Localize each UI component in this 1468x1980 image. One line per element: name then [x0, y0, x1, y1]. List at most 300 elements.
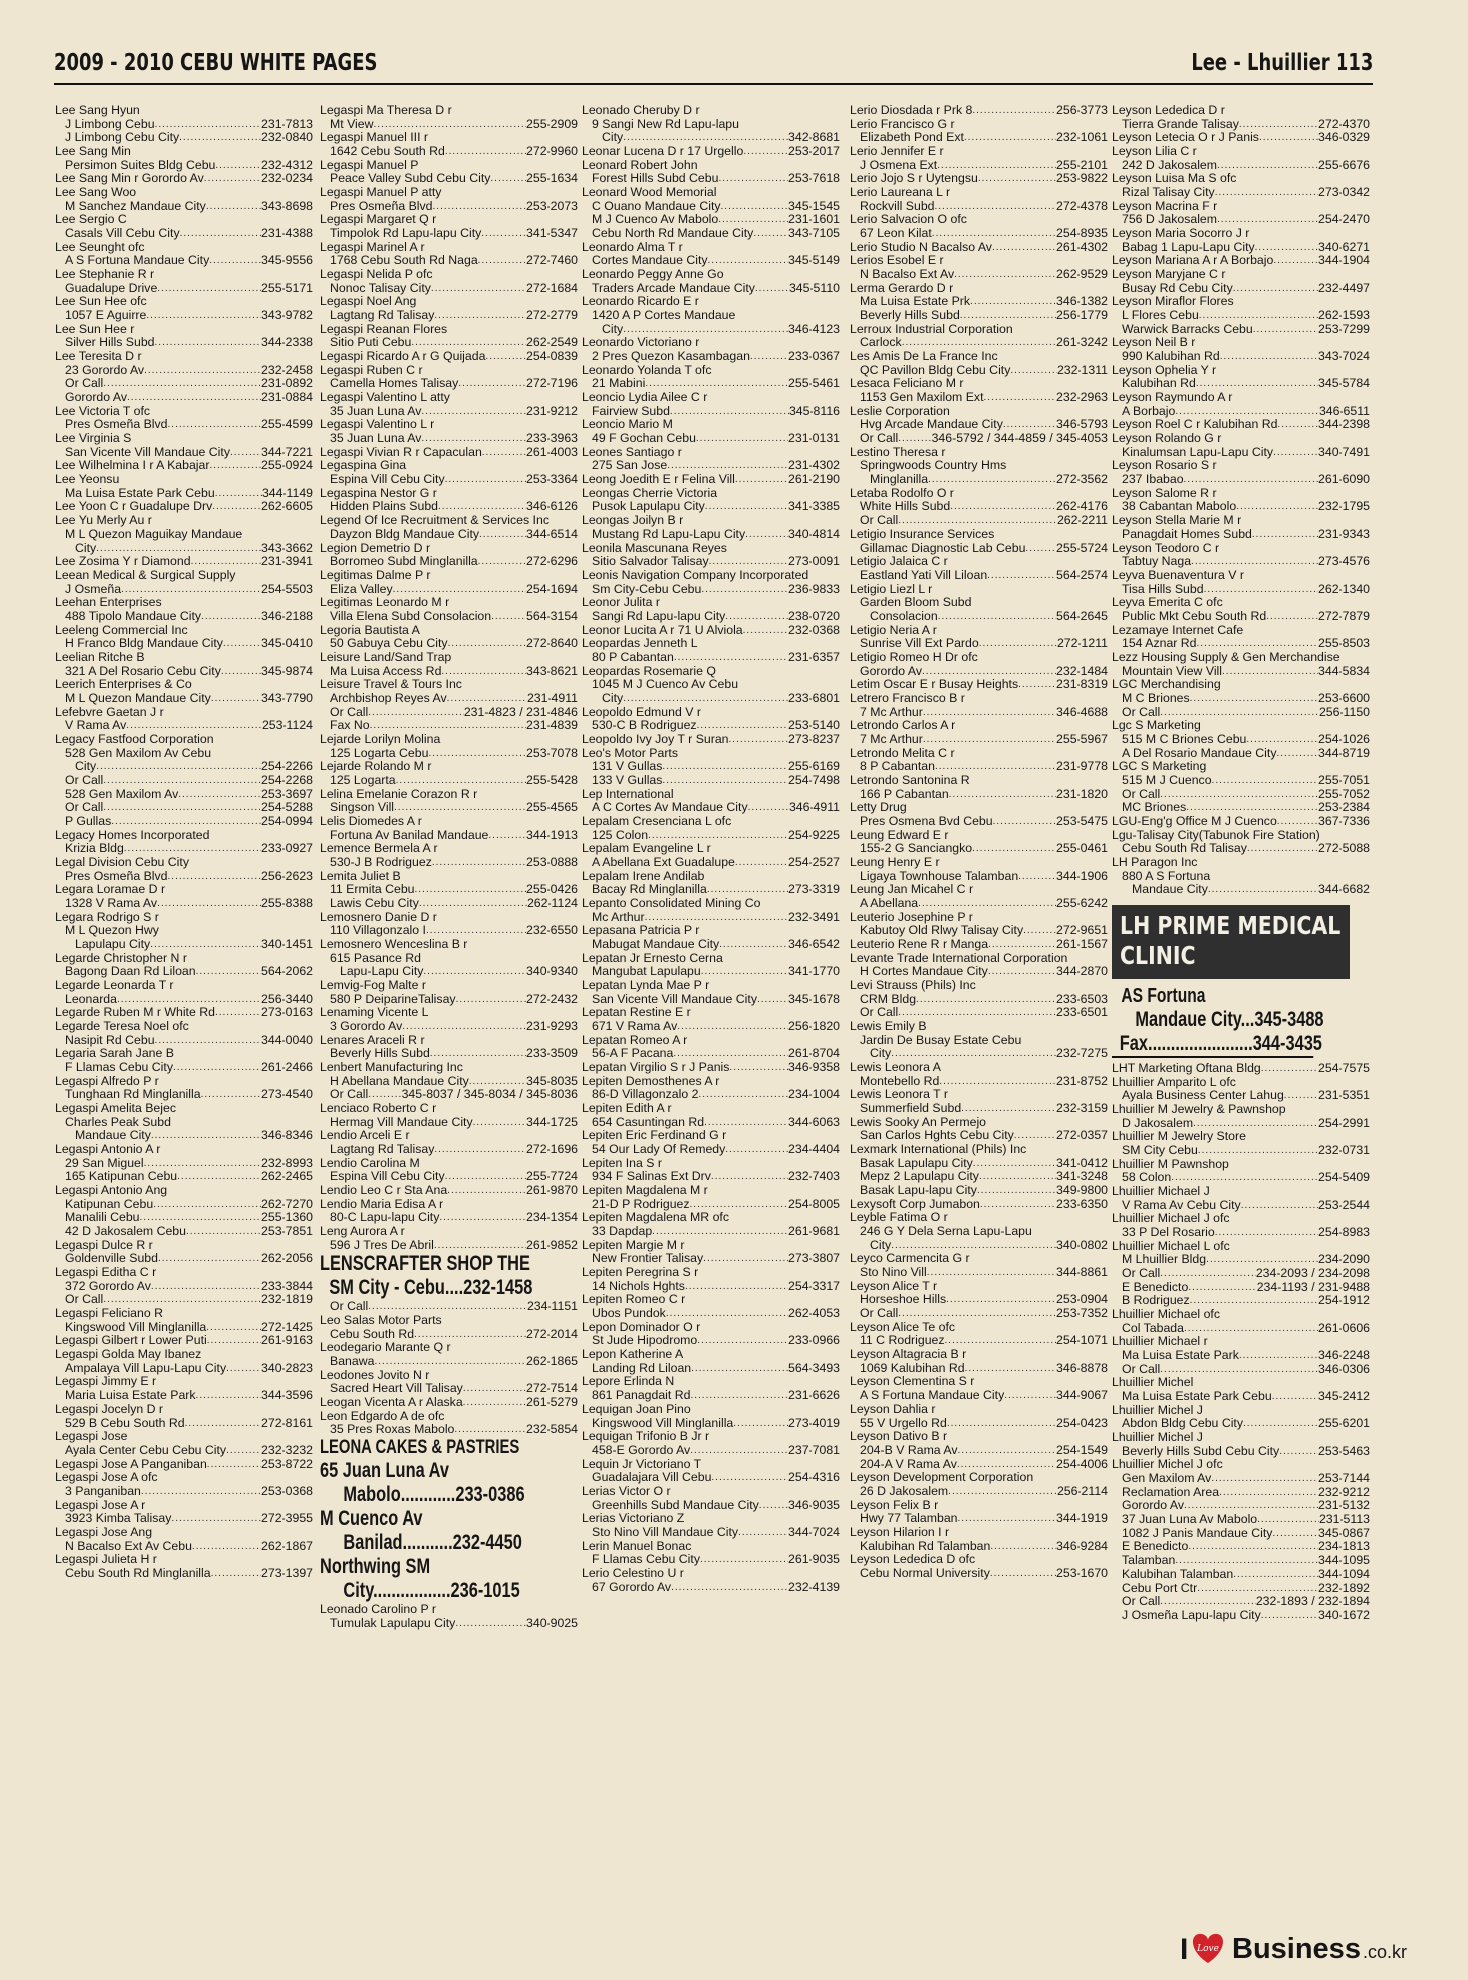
entry-name: City	[75, 760, 97, 774]
entry-phone: 232-0731	[1318, 1144, 1370, 1157]
entry-name: 1153 Gen Maxilom Ext	[860, 391, 984, 405]
directory-entry	[55, 336, 313, 350]
dot-leader	[434, 309, 526, 323]
directory-entry	[582, 897, 840, 911]
directory-entry	[1112, 569, 1370, 583]
entry-phone: 254-9225	[788, 828, 840, 842]
dot-leader	[155, 1034, 261, 1048]
entry-name: 1768 Cebu South Rd Naga	[330, 254, 478, 268]
directory-entry	[55, 227, 313, 241]
dot-leader	[980, 1198, 1056, 1212]
entry-name: Leyson Rolando G r	[1112, 432, 1222, 446]
entry-name: Mountain View Vill	[1122, 664, 1223, 678]
entry-name: Lepalam Evangeline L r	[582, 842, 711, 856]
entry-name: Lee Teresita D r	[55, 350, 142, 364]
directory-entry	[55, 1430, 313, 1444]
entry-name: Leyson Altagracia B r	[850, 1348, 967, 1362]
directory-entry	[320, 1116, 578, 1130]
entry-name: Lhuillier Michel J	[1112, 1403, 1203, 1417]
entry-phone: 232-4139	[788, 1580, 840, 1594]
directory-entry	[1112, 1185, 1370, 1199]
entry-name: Sto Nino Vill Mandaue City	[592, 1525, 739, 1539]
entry-phone: 233-6350	[1056, 1197, 1108, 1211]
entry-phone: 254-2470	[1318, 213, 1370, 227]
entry-name: Letim Oscar E r Busay Heights	[850, 678, 1019, 692]
entry-name: Lerio Jennifer E r	[850, 145, 944, 159]
dot-leader	[947, 1417, 1056, 1431]
entry-name: Lgc S Marketing	[1112, 719, 1201, 733]
entry-phone: 254-0839	[526, 350, 578, 364]
directory-entry	[850, 391, 1108, 405]
entry-phone: 256-1820	[788, 1020, 840, 1034]
directory-entry	[55, 377, 313, 391]
directory-entry	[582, 418, 840, 432]
page-header-title: 2009 - 2010 CEBU WHITE PAGES	[54, 50, 378, 76]
entry-name: Cebu South Rd Talisay	[1122, 842, 1247, 856]
entry-name: Elizabeth Pond Ext	[860, 131, 964, 145]
entry-phone: 254-2527	[788, 855, 840, 869]
directory-entry	[55, 911, 313, 925]
directory-entry	[582, 1252, 840, 1266]
entry-phone: 346-4123	[788, 322, 840, 336]
entry-name: Or Call	[860, 432, 899, 446]
directory-entry	[55, 1239, 313, 1253]
dot-leader	[972, 104, 1056, 118]
directory-entry	[582, 1389, 840, 1403]
directory-entry	[55, 747, 313, 761]
entry-name: Legara Rodrigo S r	[55, 910, 159, 924]
entry-name: Lee Yeonsu	[55, 473, 120, 487]
entry-phone: 272-7514	[526, 1382, 578, 1396]
entry-name: Tumulak Lapulapu City	[330, 1616, 456, 1630]
entry-name: Legaspi Reanan Flores	[320, 322, 448, 336]
entry-name: Lemita Juliet B	[320, 869, 401, 883]
directory-entry	[1112, 514, 1370, 528]
dot-leader	[1003, 418, 1056, 432]
entry-name: Legaspi Editha C r	[55, 1266, 157, 1280]
entry-phone: 344-5834	[1318, 664, 1370, 678]
entry-name: M C Briones	[1122, 691, 1190, 705]
entry-name: Kingswood Vill Minglanilla	[65, 1320, 207, 1334]
directory-entry	[320, 1239, 578, 1253]
directory-entry	[1112, 1158, 1370, 1172]
entry-name: Archbishop Reyes Av	[330, 691, 447, 705]
directory-entry	[1112, 678, 1370, 692]
entry-name: Lendio Carolina M	[320, 1156, 420, 1170]
directory-entry	[1112, 801, 1370, 815]
directory-entry	[582, 665, 840, 679]
entry-phone: 234-1813	[1318, 1540, 1370, 1554]
dot-leader	[701, 583, 788, 597]
entry-phone: 344-1095	[1318, 1554, 1370, 1568]
entry-phone: 253-2384	[1318, 801, 1370, 815]
directory-entry	[582, 1266, 840, 1280]
entry-name: Or Call	[1122, 705, 1161, 719]
directory-entry	[850, 1034, 1108, 1048]
display-ad-line: Mandaue City...345-3488	[1135, 1007, 1324, 1031]
entry-name: Legaspina Nestor G r	[320, 486, 437, 500]
entry-name: Sunrise Vill Ext Pardo	[860, 637, 979, 651]
entry-phone: 253-5463	[1318, 1444, 1370, 1458]
directory-entry	[55, 1102, 313, 1116]
entry-phone: 254-3317	[788, 1279, 840, 1293]
dot-leader	[117, 993, 261, 1007]
entry-name: 528 Gen Maxilom Av Cebu	[65, 746, 212, 760]
directory-entry	[582, 1540, 840, 1554]
entry-name: Levante Trade International Corporation	[850, 951, 1068, 965]
directory-entry	[582, 1184, 840, 1198]
entry-name: Leeleng Commercial Inc	[55, 623, 188, 637]
directory-entry	[1112, 432, 1370, 446]
entry-name: Leyson Raymundo A r	[1112, 391, 1233, 405]
entry-name: Villa Elena Subd Consolacion	[330, 609, 492, 623]
entry-name: H Cortes Mandaue City	[860, 965, 988, 979]
directory-entry	[1112, 856, 1370, 870]
entry-name: Lawis Cebu City	[330, 896, 419, 910]
entry-phone: 344-3596	[261, 1389, 313, 1403]
directory-entry	[850, 500, 1108, 514]
entry-name: Legaspi Margaret Q r	[320, 213, 437, 227]
entry-name: J Limbong Cebu City	[65, 131, 180, 145]
dot-leader	[168, 870, 262, 884]
entry-phone: 231-9778	[1056, 760, 1108, 774]
entry-name: 35 Pres Roxas Mabolo	[330, 1423, 455, 1437]
entry-phone: 232-4497	[1318, 281, 1370, 295]
dot-leader	[96, 760, 261, 774]
entry-name: Ayala Center Cebu Cebu City	[65, 1443, 227, 1457]
directory-entry	[320, 473, 578, 487]
display-ad-line: SM City - Cebu....232-1458	[329, 1276, 533, 1300]
directory-entry	[850, 719, 1108, 733]
directory-entry	[850, 856, 1108, 870]
dot-leader	[103, 774, 261, 788]
entry-name: 21-D P Rodriguez	[592, 1197, 690, 1211]
entry-name: LGC Merchandising	[1112, 678, 1221, 692]
directory-entry	[850, 1430, 1108, 1444]
entry-name: M Lhuillier Bldg	[1122, 1253, 1207, 1267]
entry-name: Ma Luisa Estate Prk	[860, 295, 971, 309]
entry-phone: 346-4911	[788, 801, 840, 815]
entry-name: 54 Our Lady Of Remedy	[592, 1143, 726, 1157]
entry-name: Leonado Cheruby D r	[582, 104, 700, 117]
dot-leader	[191, 555, 261, 569]
directory-entry	[582, 938, 840, 952]
entry-name: Letrero Francisco B r	[850, 691, 965, 705]
dot-leader	[1277, 815, 1318, 829]
entry-phone: 344-6514	[526, 527, 578, 541]
entry-name: Lemosnero Wenceslina B r	[320, 937, 468, 951]
directory-entry	[320, 200, 578, 214]
dot-leader	[977, 1184, 1056, 1198]
entry-phone: 254-8005	[788, 1197, 840, 1211]
entry-name: Or Call	[1122, 787, 1161, 801]
directory-entry	[320, 1020, 578, 1034]
entry-name: 1082 J Panis Mandaue City	[1122, 1526, 1273, 1540]
dot-leader	[1255, 241, 1318, 255]
entry-phone: 236-9833	[788, 582, 840, 596]
entry-name: 934 F Salinas Ext Drv	[592, 1170, 711, 1184]
entry-name: Minglanilla	[870, 473, 929, 487]
directory-entry	[320, 1328, 578, 1342]
directory-entry	[582, 405, 840, 419]
directory-entry	[55, 145, 313, 159]
entry-phone: 261-9681	[788, 1225, 840, 1239]
dot-leader	[144, 1157, 261, 1171]
dot-leader	[698, 1088, 788, 1102]
directory-entry	[850, 1444, 1108, 1458]
entry-phone: 255-0426	[526, 883, 578, 897]
directory-entry	[1112, 815, 1370, 829]
directory-entry	[582, 1020, 840, 1034]
entry-name: Letigio Liezl L r	[850, 582, 933, 596]
entry-phone: 272-2014	[526, 1327, 578, 1341]
entry-phone: 272-9651	[1056, 924, 1108, 938]
display-ad-line: AS Fortuna	[1121, 984, 1206, 1007]
directory-entry	[1112, 1335, 1370, 1349]
dot-leader	[1253, 323, 1318, 337]
entry-phone: 234-1354	[526, 1211, 578, 1225]
directory-entry	[320, 1198, 578, 1212]
directory-entry	[55, 1403, 313, 1417]
directory-entry	[55, 473, 313, 487]
directory-entry	[582, 747, 840, 761]
entry-phone: 345-1545	[788, 199, 840, 213]
entry-name: Leonardo Alma T r	[582, 240, 683, 254]
entry-phone: 340-1672	[1318, 1608, 1370, 1622]
directory-entry	[1112, 350, 1370, 364]
entry-name: Hwy 77 Talamban	[860, 1512, 958, 1526]
directory-entry	[320, 555, 578, 569]
directory-entry	[850, 1417, 1108, 1431]
entry-phone: 273-0163	[261, 1006, 313, 1020]
entry-name: City	[602, 691, 624, 705]
directory-entry	[1112, 692, 1370, 706]
entry-phone: 262-7270	[261, 1197, 313, 1211]
directory-entry	[320, 118, 578, 132]
directory-entry	[55, 952, 313, 966]
entry-phone: 255-5171	[261, 281, 313, 295]
entry-name: Lerma Gerardo D r	[850, 281, 954, 295]
entry-name: 529 B Cebu South Rd	[65, 1416, 185, 1430]
entry-name: Mandaue City	[1132, 883, 1208, 897]
directory-entry	[582, 159, 840, 173]
dot-leader	[126, 719, 262, 733]
entry-name: Leong Joedith E r Felina Vill	[582, 473, 735, 487]
dot-leader	[935, 760, 1056, 774]
entry-name: Legaspi Jimmy E r	[55, 1375, 157, 1389]
directory-entry	[850, 1389, 1108, 1403]
entry-name: Lee Wilhelmina I r A Kabajar	[55, 459, 210, 473]
dot-leader	[671, 1581, 788, 1595]
directory-entry	[850, 569, 1108, 583]
entry-name: Legaspi Antonio Ang	[55, 1184, 168, 1198]
directory-entry	[582, 104, 840, 118]
directory-entry	[582, 596, 840, 610]
dot-leader	[993, 815, 1056, 829]
directory-entry	[1112, 254, 1370, 268]
directory-entry	[850, 1102, 1108, 1116]
dot-leader	[685, 1280, 788, 1294]
entry-name: Or Call	[330, 1088, 369, 1102]
entry-name: Leyson Stella Marie M r	[1112, 514, 1242, 528]
entry-name: Legaspi Ruben C r	[320, 363, 423, 377]
directory-entry	[1112, 1486, 1370, 1500]
entry-name: Sm City-Cebu Cebu	[592, 582, 702, 596]
dot-leader	[179, 131, 261, 145]
directory-entry	[850, 418, 1108, 432]
dot-leader	[180, 227, 261, 241]
dot-leader	[196, 1389, 261, 1403]
entry-name: Lequigan Joan Pino	[582, 1402, 691, 1416]
entry-name: Or Call	[1122, 1362, 1161, 1376]
directory-entry	[850, 1348, 1108, 1362]
dot-leader	[757, 993, 788, 1007]
entry-phone: 232-1311	[1056, 363, 1108, 377]
directory-entry	[320, 774, 578, 788]
directory-entry	[55, 1211, 313, 1225]
entry-phone: 255-6676	[1318, 158, 1370, 172]
directory-entry	[320, 528, 578, 542]
entry-name: Legaspi Dulce R r	[55, 1238, 153, 1252]
entry-phone: 262-4053	[788, 1307, 840, 1321]
entry-name: City	[602, 131, 624, 145]
entry-name: Legaspi Jose	[55, 1430, 128, 1444]
dot-leader	[209, 254, 261, 268]
entry-name: Lenbert Manufacturing Inc	[320, 1061, 463, 1075]
entry-name: Beverly Hills Subd	[330, 1047, 430, 1061]
entry-name: Leonis Navigation Company Incorporated	[582, 568, 809, 582]
directory-entry	[55, 268, 313, 282]
directory-entry	[582, 1239, 840, 1253]
entry-phone: 344-8861	[1056, 1266, 1108, 1280]
entry-phone: 254-7498	[788, 773, 840, 787]
dot-leader	[1004, 1389, 1056, 1403]
directory-entry	[55, 719, 313, 733]
entry-name: Hermag Vill Mandaue City	[330, 1115, 473, 1129]
dot-leader	[1211, 1472, 1318, 1486]
dot-leader	[1204, 583, 1318, 597]
entry-name: Legacy Homes Incorporated	[55, 828, 210, 842]
dot-leader	[891, 1047, 1056, 1061]
dot-leader	[623, 131, 788, 145]
dot-leader	[1206, 1253, 1318, 1267]
directory-entry	[1112, 1240, 1370, 1254]
dot-leader	[983, 391, 1056, 405]
directory-entry	[55, 706, 313, 720]
directory-entry	[1112, 1308, 1370, 1322]
entry-name: Col Tabada	[1122, 1321, 1184, 1335]
entry-phone: 255-7051	[1318, 773, 1370, 787]
entry-phone: 255-0924	[261, 459, 313, 473]
directory-entry	[320, 336, 578, 350]
directory-entry	[320, 569, 578, 583]
entry-name: Lerios Esobel E r	[850, 254, 944, 268]
directory-entry	[850, 1061, 1108, 1075]
directory-entry	[1112, 1267, 1370, 1281]
entry-name: Lefebvre Gaetan J r	[55, 705, 164, 719]
entry-name: Peace Valley Subd Cebu City	[330, 172, 491, 186]
directory-entry	[582, 1307, 840, 1321]
entry-phone: 262-2211	[1056, 514, 1108, 528]
entry-name: Lewis Sooky An Permejo	[850, 1115, 987, 1129]
directory-entry	[582, 1225, 840, 1239]
dot-leader	[1184, 1322, 1318, 1336]
entry-name: Lerio Studio N Bacalso Av	[850, 240, 992, 254]
entry-name: 21 Mabini	[592, 377, 646, 391]
dot-leader	[938, 610, 1056, 624]
directory-entry	[320, 323, 578, 337]
entry-name: Manalili Cebu	[65, 1211, 140, 1225]
entry-name: Lee Sergio C	[55, 213, 127, 227]
entry-phone: 344-2338	[261, 336, 313, 350]
directory-entry	[1112, 747, 1370, 761]
directory-entry	[55, 1526, 313, 1540]
directory-entry	[1112, 829, 1370, 843]
dot-leader	[743, 145, 788, 159]
entry-name: Cebu Normal University	[860, 1566, 990, 1580]
entry-name: 11 C Rodriguez	[860, 1334, 945, 1348]
directory-entry	[320, 418, 578, 432]
directory-entry	[320, 459, 578, 473]
dot-leader	[150, 938, 261, 952]
directory-entry	[55, 815, 313, 829]
directory-entry	[582, 583, 840, 597]
entry-name: Rizal Talisay City	[1122, 186, 1215, 200]
entry-phone: 255-4565	[526, 801, 578, 815]
directory-entry	[850, 1266, 1108, 1280]
dot-leader	[192, 1540, 261, 1554]
directory-entry	[320, 1129, 578, 1143]
entry-name: J Osmeña Lapu-lapu City	[1122, 1608, 1261, 1622]
directory-entry	[1112, 1513, 1370, 1527]
directory-entry	[582, 295, 840, 309]
entry-name: 154 Aznar Rd	[1122, 637, 1197, 651]
directory-entry	[582, 1348, 840, 1362]
entry-name: 33 P Del Rosario	[1122, 1226, 1215, 1240]
entry-name: 86-D Villagonzalo 2	[592, 1088, 699, 1102]
entry-phone: 345-5110	[788, 281, 840, 295]
entry-phone: 231-0131	[788, 432, 840, 446]
entry-phone: 234-1151	[526, 1300, 578, 1314]
entry-name: Krizia Bldg	[65, 842, 124, 856]
entry-name: Fax No	[330, 719, 370, 733]
directory-entry	[55, 1006, 313, 1020]
directory-entry	[582, 473, 840, 487]
directory-entry	[582, 1116, 840, 1130]
directory-entry	[582, 774, 840, 788]
display-ad-line: Fax.......................344-3435	[1112, 1032, 1313, 1058]
entry-name: 204-B V Rama Av	[860, 1443, 958, 1457]
entry-name: Legaspi Jocelyn D r	[55, 1402, 163, 1416]
entry-name: Legarde Christopher N r	[55, 951, 187, 965]
entry-phone: 232-0368	[788, 623, 840, 637]
directory-entry	[850, 883, 1108, 897]
entry-phone: 232-7403	[788, 1170, 840, 1184]
entry-phone: 349-9800	[1056, 1184, 1108, 1198]
directory-entry	[850, 405, 1108, 419]
entry-phone: 262-2465	[261, 1170, 313, 1184]
entry-name: Banawa	[330, 1355, 375, 1369]
dot-leader	[1175, 1554, 1318, 1568]
dot-leader	[438, 500, 526, 514]
entry-name: Lepatan Virgilio S r J Panis	[582, 1061, 730, 1075]
dot-leader	[96, 542, 261, 556]
entry-name: 80 P Cabantan	[592, 650, 674, 664]
entry-name: Legarde Ruben M r White Rd	[55, 1006, 215, 1020]
directory-entry	[55, 842, 313, 856]
directory-entry	[320, 1382, 578, 1396]
entry-name: Or Call	[65, 377, 104, 391]
